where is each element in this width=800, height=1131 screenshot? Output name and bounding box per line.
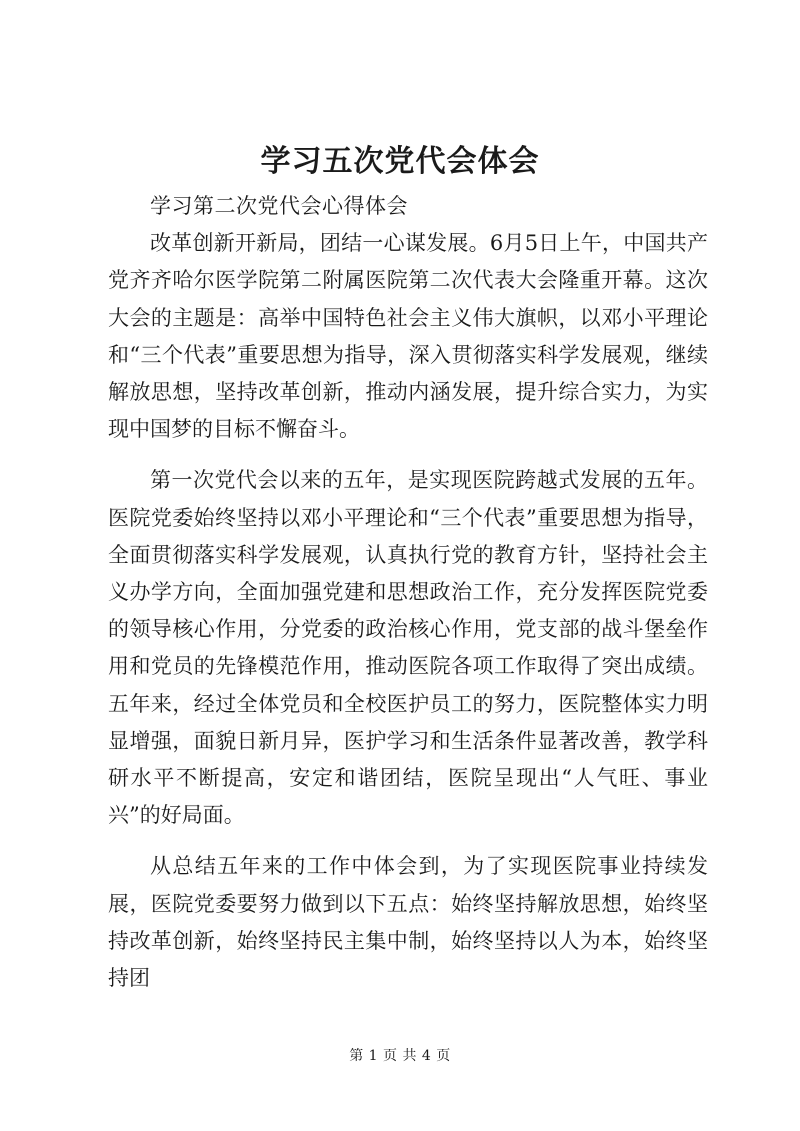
paragraph-1: 改革创新开新局，团结一心谋发展。6月5日上午，中国共产党齐齐哈尔医学院第二附属医院第二次代表大会隆重开幕。这次大会的主题是：高举中国特色社会主义伟大旗帜，以邓小平理论和“三个代表”重要思想为指导，深入贯彻落实科学发展观，继续解放思想，坚持改革创新，推动内涵发展，提升综合实力，为实现中国梦的目标不懈奋斗。 (108, 231, 708, 442)
document-subtitle: 学习第二次党代会心得体会 (150, 194, 408, 218)
document-body (108, 188, 708, 997)
paragraph-3: 从总结五年来的工作中体会到，为了实现医院事业持续发展，医院党委要努力做到以下五点：始终坚持解放思想，始终坚持改革创新，始终坚持民主集中制，始终坚持以人为本，始终坚持团 (108, 854, 708, 991)
page-footer: 第 1 页 共 4 页 (349, 1048, 451, 1064)
paragraph-2: 第一次党代会以来的五年，是实现医院跨越式发展的五年。医院党委始终坚持以邓小平理论和“三个代表”重要思想为指导，全面贯彻落实科学发展观，认真执行党的教育方针，坚持社会主义办学方向，全面加强党建和思想政治工作，充分发挥医院党委的领导核心作用，分党委的政治核心作用，党支部的战斗堡垒作用和党员的先锋模范作用，推动医院各项工作取得了突出成绩。五年来，经过全体党员和全校医护员工的努力，医院整体实力明显增强，面貌日新月异，医护学习和生活条件显著改善，教学科研水平不断提高，安定和谐团结，医院呈现出“人气旺、事业兴”的好局面。 (108, 468, 708, 828)
document-title: 学习五次党代会体会 (260, 144, 540, 179)
